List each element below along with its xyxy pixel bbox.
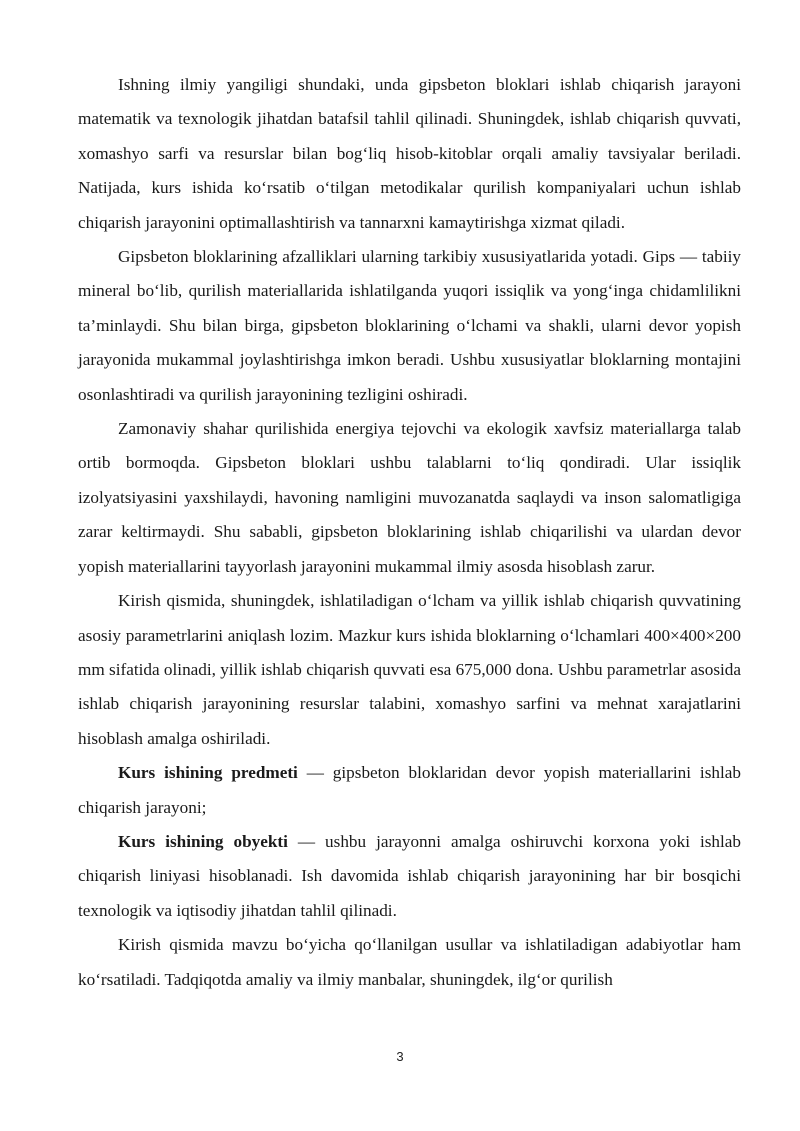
paragraph-parameters: Kirish qismida, shuningdek, ishlatiladigan o‘lcham va yillik ishlab chiqarish quvvatining asosiy parametrlarini aniqlash lozim. Mazkur kurs ishida bloklarning o‘lchamlari 400×400×200 mm sifatida olinadi, yillik ishlab chiqarish quvvati esa 675,000 dona. Ushbu parametrlar asosida ishlab chiqarish jarayonining resurslar talabini, xomashyo sarfini va mehnat xarajatlarini hisoblash amalga oshiriladi. xyxy=(78,591,742,748)
paragraph-modern-construction: Zamonaviy shahar qurilishida energiya tejovchi va ekologik xavfsiz materiallarga talab ortib bormoqda. Gipsbeton bloklari ushbu talablarni to‘liq qondiradi. Ular issiqlik izolyatsiyasini yaxshilaydi, havoning namligini muvozanatda saqlaydi va inson salomatligiga zarar keltirmaydi. Shu sababli, gipsbeton bloklarining ishlab chiqarilishi va ulardan devor yopish materiallarini tayyorlash jarayonini mukammal ilmiy asosda hisoblash zarur. xyxy=(78,419,741,576)
subject-label: Kurs ishining predmeti xyxy=(118,763,298,783)
body-text xyxy=(78,68,741,997)
paragraph-advantages: Gipsbeton bloklarining afzalliklari ularning tarkibiy xususiyatlarida yotadi. Gips — tabiiy mineral bo‘lib, qurilish materiallarida ishlatilganda yuqori issiqlik va yong‘inga chidamlilikni ta’minlaydi. Shu bilan birga, gipsbeton bloklarining o‘lchami va shakli, ularni devor yopish jarayonida mukammal joylashtirishga imkon beradi. Ushbu xususiyatlar bloklarning montajini osonlashtiradi va qurilish jarayonining tezligini oshiradi. xyxy=(78,247,741,404)
paragraph-novelty: Ishning ilmiy yangiligi shundaki, unda gipsbeton bloklari ishlab chiqarish jarayoni matematik va texnologik jihatdan batafsil tahlil qilinadi. Shuningdek, ishlab chiqarish quvvati, xomashyo sarfi va resurslar bilan bog‘liq hisob-kitoblar orqali amaliy tavsiyalar beriladi. Natijada, kurs ishida ko‘rsatib o‘tilgan metodikalar qurilish kompaniyalari uchun ishlab chiqarish jarayonini optimallashtirish va tannarxni kamaytirishga xizmat qiladi. xyxy=(78,75,741,232)
page-number: 3 xyxy=(396,1049,404,1064)
paragraph-object xyxy=(78,825,741,928)
object-label: Kurs ishining obyekti xyxy=(118,831,288,851)
subject-text: — gipsbeton bloklaridan devor yopish materiallarini ishlab chiqarish jarayoni; xyxy=(78,763,741,817)
object-text: — ushbu jarayonni amalga oshiruvchi korxona yoki ishlab chiqarish liniyasi hisoblanadi. Ish davomida ishlab chiqarish jarayonining har bir bosqichi texnologik va iqtisodiy jihatdan tahlil qilinadi. xyxy=(78,831,741,920)
paragraph-subject xyxy=(78,756,741,825)
paragraph-methods: Kirish qismida mavzu bo‘yicha qo‘llanilgan usullar va ishlatiladigan adabiyotlar ham ko‘rsatiladi. Tadqiqotda amaliy va ilmiy manbalar, shuningdek, ilg‘or qurilish xyxy=(78,935,741,989)
